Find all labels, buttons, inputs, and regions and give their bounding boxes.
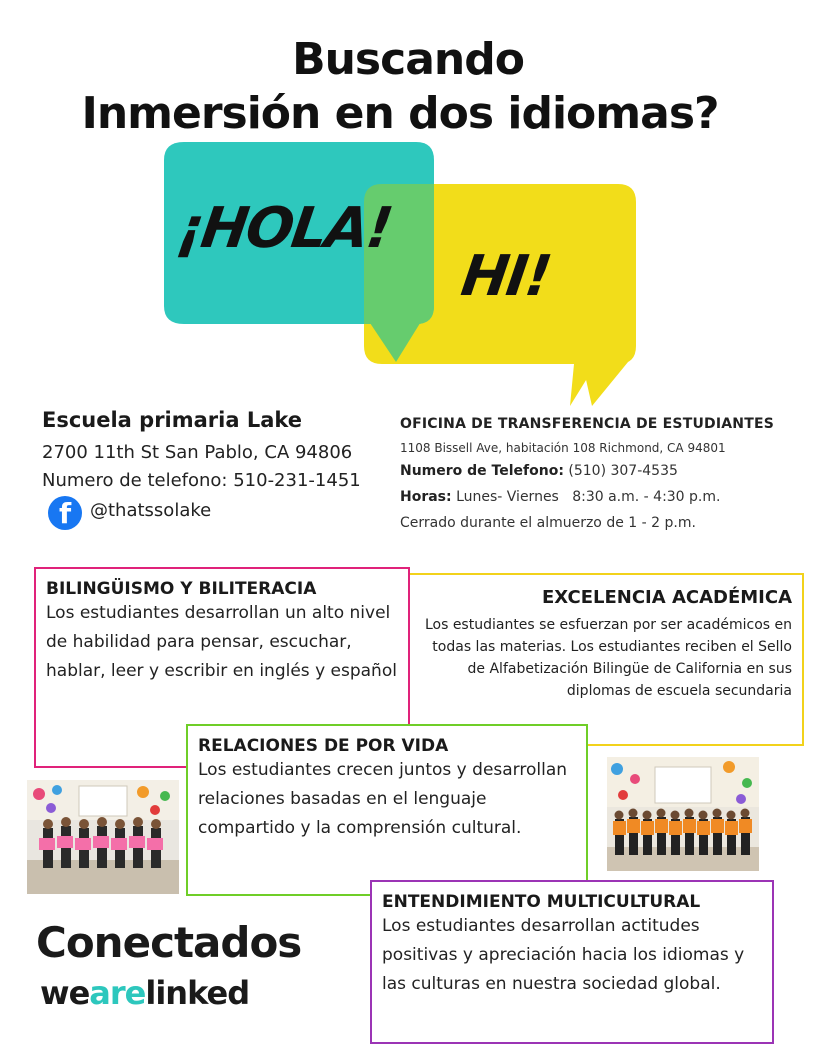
hola-word: ¡HOLA! bbox=[173, 196, 396, 261]
school-phone: Numero de telefono: 510-231-1451 bbox=[42, 470, 361, 491]
brand-are: are bbox=[89, 974, 146, 1012]
academic-excellence-box bbox=[408, 573, 804, 746]
relations-title: RELACIONES DE POR VIDA bbox=[198, 736, 449, 756]
relations-body: Los estudiantes crecen juntos y desarrollan relaciones basadas en el lenguaje compartido y la comprensión cultural. bbox=[198, 760, 568, 838]
brand-we: we bbox=[40, 974, 90, 1012]
bilingual-title: BILINGÜISMO Y BILITERACIA bbox=[46, 579, 317, 599]
office-hours bbox=[400, 489, 720, 505]
hi-word: HI! bbox=[457, 244, 554, 309]
office-address: 1108 Bissell Ave, habitación 108 Richmond, CA 94801 bbox=[400, 441, 726, 455]
facebook-icon[interactable]: f bbox=[48, 496, 82, 530]
school-address: 2700 11th St San Pablo, CA 94806 bbox=[42, 442, 353, 463]
office-closed-note: Cerrado durante el almuerzo de 1 - 2 p.m. bbox=[400, 515, 696, 531]
brand-wearelinked-logo bbox=[40, 974, 249, 1012]
speech-bubbles-graphic bbox=[160, 138, 640, 410]
multicultural-body: Los estudiantes desarrollan actitudes positivas y apreciación hacia los idiomas y las culturas en nuestra sociedad global. bbox=[382, 916, 745, 994]
multicultural-box bbox=[370, 880, 774, 1044]
lifelong-relationships-box bbox=[186, 724, 588, 896]
title-line-1: Buscando bbox=[292, 34, 524, 85]
academic-body: Los estudiantes se esfuerzan por ser académicos en todas las materias. Los estudiantes reciben el Sello de Alfabetización Bilingüe de California en sus diplomas de escuela secundaria bbox=[424, 617, 792, 699]
office-title: OFICINA DE TRANSFERENCIA DE ESTUDIANTES bbox=[400, 416, 774, 432]
office-phone bbox=[400, 463, 678, 479]
school-name: Escuela primaria Lake bbox=[42, 408, 303, 432]
facebook-handle[interactable]: @thatssolake bbox=[90, 500, 212, 521]
office-phone-label: Numero de Telefono: bbox=[400, 463, 564, 479]
bilingual-body: Los estudiantes desarrollan un alto nivel de habilidad para pensar, escuchar, hablar, leer y escribir en inglés y español bbox=[46, 603, 397, 681]
title-line-2: Inmersión en dos idiomas? bbox=[81, 88, 719, 139]
academic-title: EXCELENCIA ACADÉMICA bbox=[541, 587, 792, 608]
office-phone-value: (510) 307-4535 bbox=[563, 463, 678, 479]
office-hours-value: Lunes- Viernes 8:30 a.m. - 4:30 p.m. bbox=[451, 489, 721, 505]
office-hours-label: Horas: bbox=[400, 489, 452, 505]
multicultural-title: ENTENDIMIENTO MULTICULTURAL bbox=[382, 892, 701, 912]
brand-conectados: Conectados bbox=[36, 918, 302, 967]
yellow-bubble-tail bbox=[582, 362, 628, 406]
students-photo-left bbox=[27, 780, 179, 894]
students-photo-right bbox=[607, 757, 759, 871]
brand-linked: linked bbox=[145, 974, 250, 1012]
